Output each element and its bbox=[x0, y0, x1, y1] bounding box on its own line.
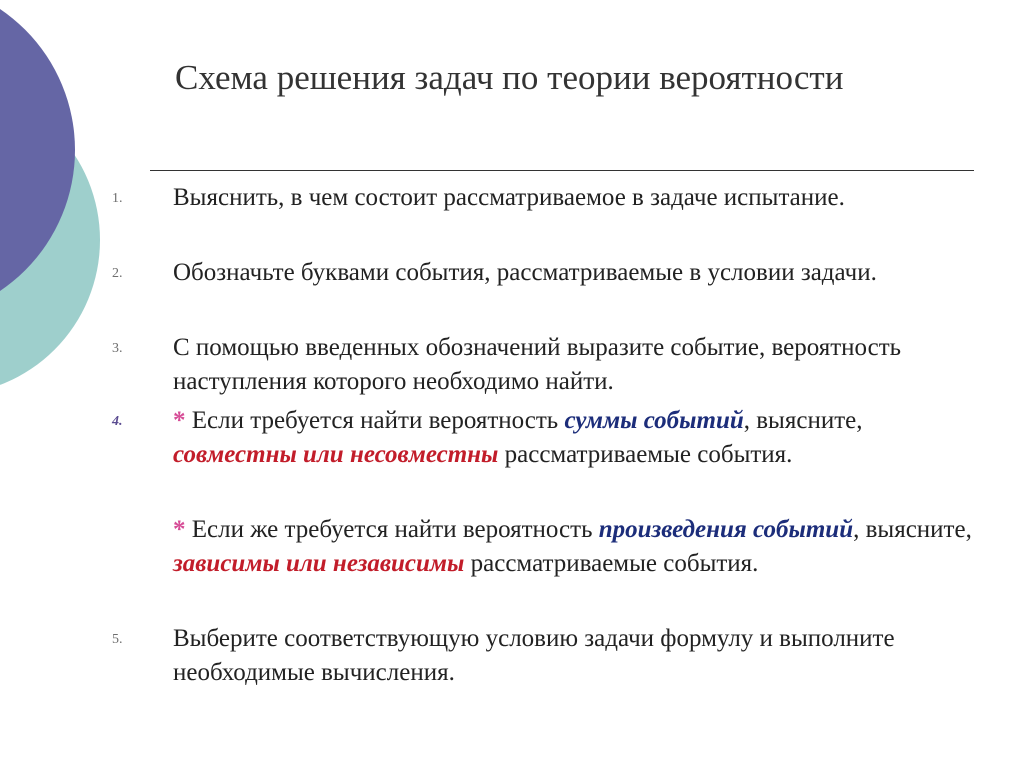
emphasis-dependent: зависимы или независимы bbox=[173, 550, 465, 577]
list-number: 1. bbox=[112, 191, 123, 206]
list-number: 2. bbox=[112, 266, 123, 281]
star-marker: * bbox=[173, 407, 186, 434]
list-item-text: Выяснить, в чем состоит рассматриваемое в задаче испытание. bbox=[173, 184, 845, 211]
slide-title: Схема решения задач по теории вероятности bbox=[175, 58, 844, 97]
text-fragment: Если же требуется найти вероятность bbox=[185, 516, 599, 543]
list-item-text bbox=[173, 513, 983, 581]
list-item-text: Выберите соответствующую условию задачи формулу и выполните необходимые вычисления. bbox=[173, 625, 895, 686]
emphasis-compatible: совместны или несовместны bbox=[173, 441, 499, 468]
text-fragment: Если требуется найти вероятность bbox=[185, 407, 565, 434]
text-fragment: , выясните, bbox=[853, 516, 972, 543]
list-item-text: Обозначьте буквами события, рассматриваемые в условии задачи. bbox=[173, 259, 877, 286]
star-marker: * bbox=[173, 516, 186, 543]
text-fragment: , выясните, bbox=[743, 407, 863, 434]
text-fragment: рассматриваемые события. bbox=[498, 441, 793, 468]
list-number: 5. bbox=[112, 632, 123, 647]
emphasis-sum-of-events: суммы событий bbox=[564, 407, 744, 434]
list-item-text bbox=[173, 404, 983, 472]
list-number: 4. bbox=[112, 414, 123, 429]
text-fragment: рассматриваемые события. bbox=[464, 550, 759, 577]
list-number: 3. bbox=[112, 341, 123, 356]
emphasis-product-of-events: произведения событий bbox=[598, 516, 854, 543]
list-item-text: С помощью введенных обозначений выразите событие, вероятность наступления которого необходимо найти. bbox=[173, 334, 902, 395]
